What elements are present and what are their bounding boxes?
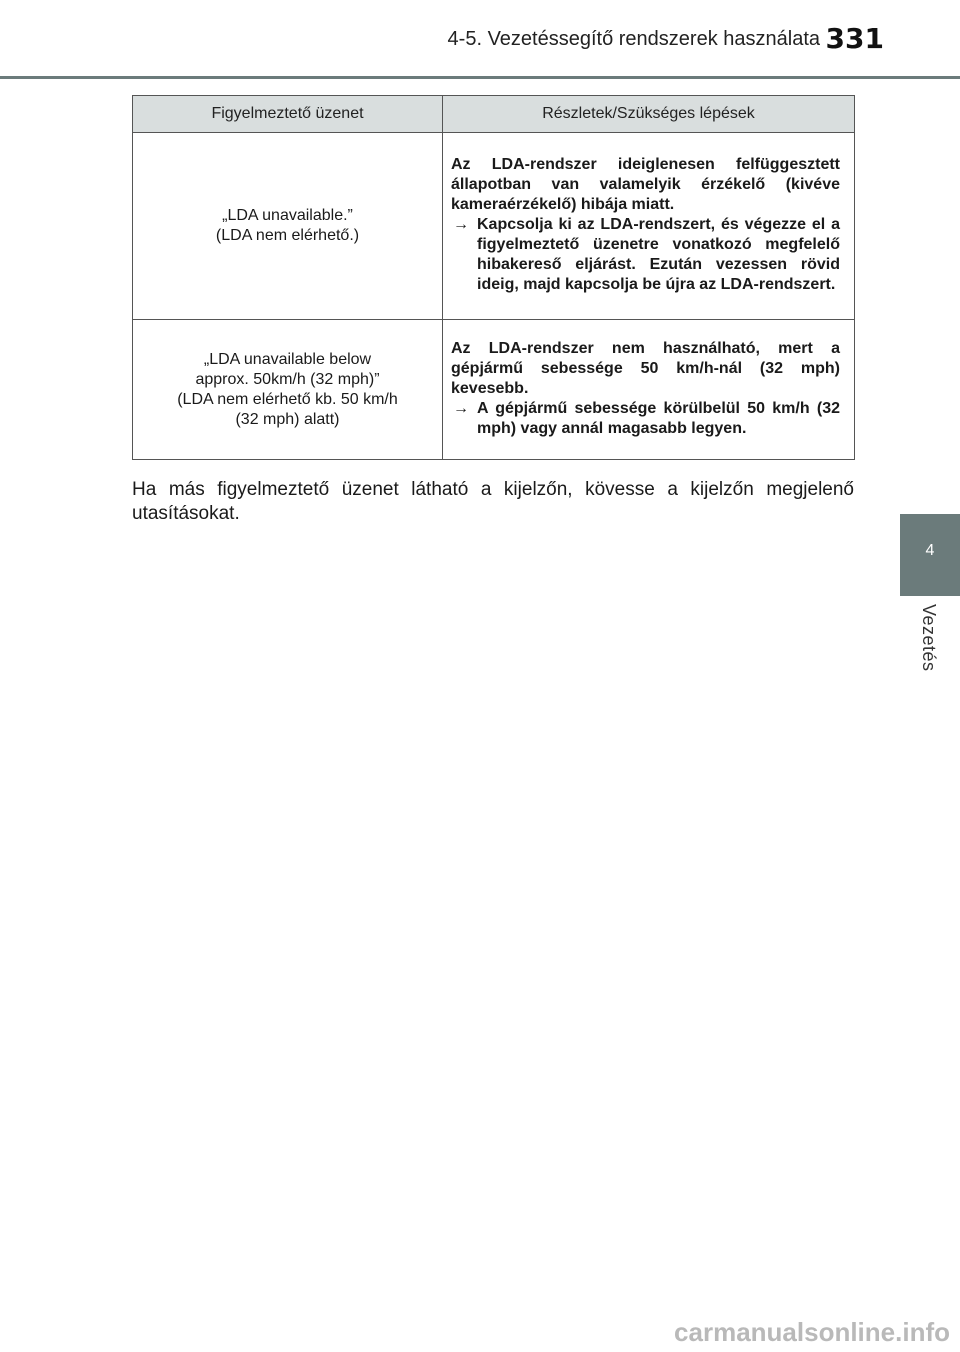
instruction-paragraph: Ha más figyelmeztető üzenet látható a kijelzőn, kövesse a kijelzőn megjelenő utasításokat. <box>132 479 854 524</box>
page-header <box>0 0 960 78</box>
detail-text: Az LDA-rendszer nem használható, mert a gépjármű sebessége 50 km/h-nál (32 mph) kevesebb. <box>451 339 840 397</box>
action-step <box>451 215 840 295</box>
message-line: (LDA nem elérhető.) <box>215 227 360 244</box>
warning-message-table <box>132 95 855 460</box>
action-text: Kapcsolja ki az LDA-rendszert, és végezze el a figyelmeztető üzenetre vonatkozó megfelelő hibakereső eljárást. Ezután vezessen rövid ideig, majd kapcsolja be újra az LDA-rendszert. <box>477 216 840 293</box>
message-line: (32 mph) alatt) <box>235 410 340 428</box>
header-divider <box>0 76 960 79</box>
action-text: A gépjármű sebessége körülbelül 50 km/h (32 mph) vagy annál magasabb legyen. <box>477 399 840 437</box>
table-row <box>133 320 855 460</box>
warning-message-cell <box>133 320 443 460</box>
column-header-details: Részletek/Szükséges lépések <box>443 96 855 133</box>
chapter-label-text: Vezetés <box>919 604 939 672</box>
section-title: 4-5. Vezetéssegítő rendszerek használata <box>447 28 820 50</box>
message-line: „LDA unavailable.” <box>222 207 353 224</box>
arrow-icon: → <box>453 399 469 417</box>
chapter-tab <box>900 514 960 596</box>
details-cell <box>443 320 855 460</box>
page-number: 331 <box>825 22 884 55</box>
detail-text: Az LDA-rendszer ideiglenesen felfüggesztett állapotban van valamelyik érzékelő (kivéve kameraérzékelő) hibája miatt. <box>451 156 840 213</box>
chapter-number: 4 <box>925 542 935 559</box>
column-header-message: Figyelmeztető üzenet <box>133 96 443 133</box>
table-header-row <box>133 96 855 133</box>
details-cell <box>443 133 855 320</box>
action-step <box>451 399 840 439</box>
arrow-icon: → <box>453 216 469 233</box>
watermark: carmanualsonline.info <box>674 1317 950 1347</box>
message-line: approx. 50km/h (32 mph)” <box>195 370 380 388</box>
chapter-label <box>900 604 960 684</box>
message-line: „LDA unavailable below <box>203 350 372 368</box>
message-line: (LDA nem elérhető kb. 50 km/h <box>177 390 398 408</box>
warning-message-cell <box>133 133 443 320</box>
table-row <box>133 133 855 320</box>
